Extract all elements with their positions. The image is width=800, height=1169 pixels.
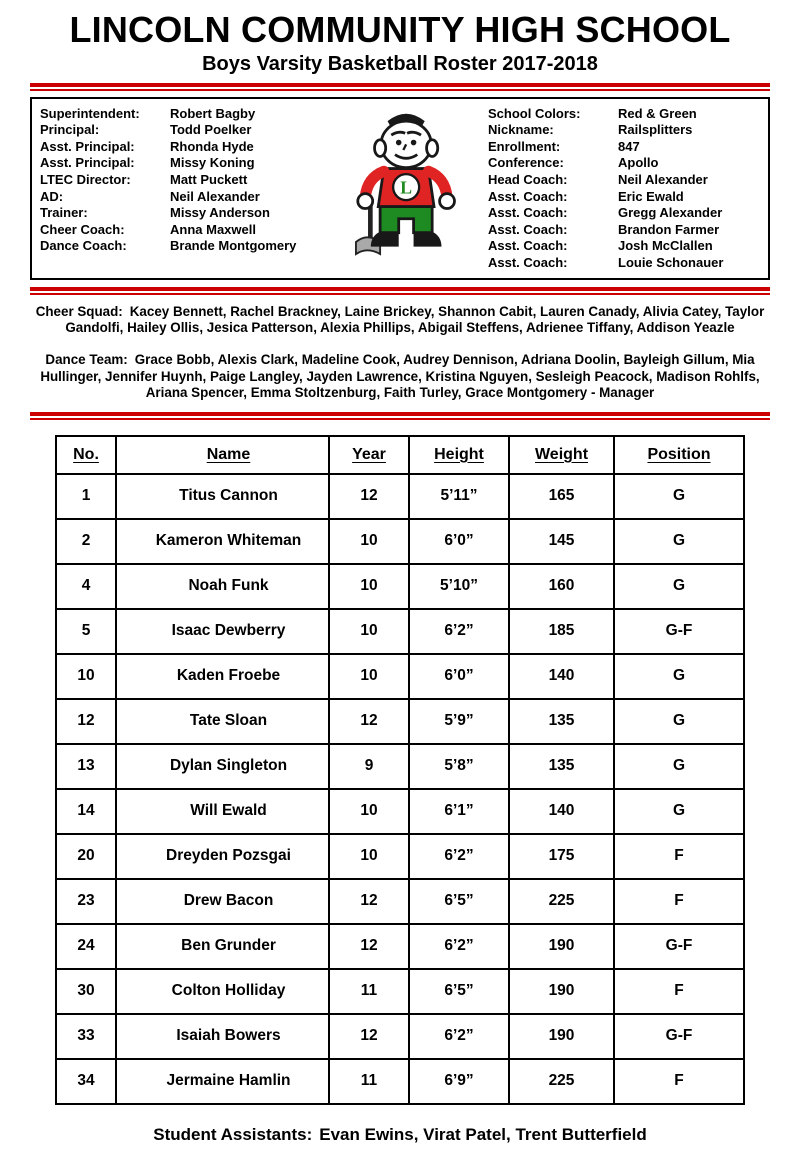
cell-number: 5: [56, 609, 116, 654]
cell-year: 10: [329, 834, 409, 879]
table-row: [56, 654, 744, 699]
table-row: [56, 1014, 744, 1059]
staff-value: Neil Alexander: [170, 188, 260, 204]
table-row: [56, 924, 744, 969]
staff-label: LTEC Director:: [40, 171, 131, 187]
table-row: [56, 519, 744, 564]
school-value: 847: [618, 138, 640, 154]
cell-weight: 140: [509, 789, 614, 834]
cell-year: 11: [329, 969, 409, 1014]
cell-name: Isaac Dewberry: [116, 609, 329, 654]
column-header-name: [116, 436, 329, 474]
cell-weight: 135: [509, 699, 614, 744]
school-label: Nickname:: [488, 122, 554, 138]
column-header-position: [614, 436, 744, 474]
cell-number: 12: [56, 699, 116, 744]
cell-name: Isaiah Bowers: [116, 1014, 329, 1059]
cell-height: 6’1”: [409, 789, 509, 834]
school-row: [488, 172, 760, 189]
cell-year: 10: [329, 519, 409, 564]
cell-number: 10: [56, 654, 116, 699]
cell-height: 6’5”: [409, 879, 509, 924]
cell-number: 1: [56, 474, 116, 519]
cell-position: F: [614, 879, 744, 924]
staff-label: Trainer:: [40, 205, 88, 221]
cell-weight: 190: [509, 924, 614, 969]
cell-year: 11: [329, 1059, 409, 1104]
column-header-year: [329, 436, 409, 474]
staff-value: Anna Maxwell: [170, 221, 256, 237]
cell-height: 6’2”: [409, 834, 509, 879]
cell-position: G-F: [614, 1014, 744, 1059]
cell-height: 6’0”: [409, 654, 509, 699]
cell-name: Kaden Froebe: [116, 654, 329, 699]
mascot-shirt-letter: L: [400, 177, 413, 198]
cell-number: 20: [56, 834, 116, 879]
cell-year: 12: [329, 474, 409, 519]
cell-weight: 225: [509, 1059, 614, 1104]
cell-number: 13: [56, 744, 116, 789]
cell-weight: 225: [509, 879, 614, 924]
staff-value: Robert Bagby: [170, 105, 256, 121]
school-value: Brandon Farmer: [618, 221, 720, 237]
cheer-squad-paragraph: [18, 304, 782, 337]
staff-label: Superintendent:: [40, 105, 140, 121]
staff-value: Todd Poelker: [170, 122, 252, 138]
school-row: [488, 189, 760, 206]
staff-label: AD:: [40, 188, 64, 204]
table-row: [56, 474, 744, 519]
cell-number: 33: [56, 1014, 116, 1059]
column-header-text: Weight: [534, 445, 589, 463]
table-body: [56, 474, 744, 1104]
cell-name: Colton Holliday: [116, 969, 329, 1014]
school-row: [488, 106, 760, 123]
column-header-text: Name: [206, 445, 251, 463]
cell-position: F: [614, 834, 744, 879]
cell-number: 4: [56, 564, 116, 609]
school-value: Louie Schonauer: [618, 254, 724, 270]
staff-row: [40, 139, 328, 156]
cell-weight: 190: [509, 1014, 614, 1059]
cell-year: 10: [329, 654, 409, 699]
dance-team-names: Grace Bobb, Alexis Clark, Madeline Cook, Audrey Dennison, Adriana Doolin, Bayleigh Gillum, Mia Hullinger, Jennifer Huynh, Paige Langley, Jayden Lawrence, Kristina Nguyen, Sesleigh Peacock, Madison Rohlfs, Ariana Spencer, Emma Stoltzenburg, Faith Turley, Grace Montgomery - Manager: [40, 352, 760, 401]
table-row: [56, 609, 744, 654]
school-value: Railsplitters: [618, 122, 693, 138]
staff-row: [40, 155, 328, 172]
staff-value: Missy Koning: [170, 155, 255, 171]
table-row: [56, 564, 744, 609]
school-label: Head Coach:: [488, 171, 568, 187]
staff-column: [40, 106, 328, 272]
staff-row: [40, 222, 328, 239]
cell-weight: 175: [509, 834, 614, 879]
school-value: Neil Alexander: [618, 171, 708, 187]
mascot-shirt: [358, 168, 455, 208]
cheer-squad-names: Kacey Bennett, Rachel Brackney, Laine Brickey, Shannon Cabit, Lauren Canady, Alivia Catey, Taylor Gandolfi, Hailey Ollis, Jesica Patterson, Alexia Phillips, Abigail Steffens, Adrienee Tiffany, Addison Yeazle: [65, 303, 765, 335]
cell-name: Jermaine Hamlin: [116, 1059, 329, 1104]
cell-name: Drew Bacon: [116, 879, 329, 924]
cell-height: 5’11”: [409, 474, 509, 519]
school-value: Red & Green: [618, 105, 697, 121]
school-row: [488, 205, 760, 222]
cell-weight: 160: [509, 564, 614, 609]
cell-position: G: [614, 519, 744, 564]
column-header-height: [409, 436, 509, 474]
cell-number: 30: [56, 969, 116, 1014]
info-box: [30, 97, 770, 280]
page-title: LINCOLN COMMUNITY HIGH SCHOOL: [69, 9, 731, 50]
staff-row: [40, 238, 328, 255]
cell-position: F: [614, 1059, 744, 1104]
school-row: [488, 255, 760, 272]
cell-position: G: [614, 699, 744, 744]
cell-year: 12: [329, 699, 409, 744]
cell-position: G: [614, 564, 744, 609]
cell-height: 5’10”: [409, 564, 509, 609]
school-label: Asst. Coach:: [488, 221, 568, 237]
cell-height: 6’2”: [409, 1014, 509, 1059]
school-label: Asst. Coach:: [488, 205, 568, 221]
table-header-row: [56, 436, 744, 474]
column-header-text: Year: [352, 445, 386, 463]
cell-height: 6’5”: [409, 969, 509, 1014]
school-label: Asst. Coach:: [488, 254, 568, 270]
cell-year: 9: [329, 744, 409, 789]
school-value: Eric Ewald: [618, 188, 684, 204]
student-assistants: [30, 1125, 770, 1145]
table-row: [56, 744, 744, 789]
cell-number: 34: [56, 1059, 116, 1104]
student-assistants-names: Evan Ewins, Virat Patel, Trent Butterfield: [319, 1124, 647, 1144]
double-red-divider: [30, 287, 770, 295]
cell-position: G: [614, 744, 744, 789]
cell-position: G-F: [614, 924, 744, 969]
cell-year: 10: [329, 564, 409, 609]
cell-position: G: [614, 474, 744, 519]
staff-value: Rhonda Hyde: [170, 138, 254, 154]
staff-label: Asst. Principal:: [40, 155, 135, 171]
cell-year: 12: [329, 1014, 409, 1059]
cell-weight: 165: [509, 474, 614, 519]
school-row: [488, 122, 760, 139]
cell-height: 5’9”: [409, 699, 509, 744]
cell-weight: 135: [509, 744, 614, 789]
dance-team-paragraph: [18, 352, 782, 401]
cell-number: 23: [56, 879, 116, 924]
school-value: Apollo: [618, 155, 659, 171]
school-row: [488, 238, 760, 255]
mascot-pants: [371, 206, 442, 246]
cell-weight: 140: [509, 654, 614, 699]
cell-name: Tate Sloan: [116, 699, 329, 744]
cell-height: 6’9”: [409, 1059, 509, 1104]
cell-year: 10: [329, 789, 409, 834]
cell-height: 6’2”: [409, 924, 509, 969]
cell-number: 14: [56, 789, 116, 834]
cell-year: 12: [329, 924, 409, 969]
cell-year: 12: [329, 879, 409, 924]
cell-position: G: [614, 654, 744, 699]
cheer-squad-label: Cheer Squad:: [35, 303, 123, 319]
cell-height: 5’8”: [409, 744, 509, 789]
cell-weight: 185: [509, 609, 614, 654]
staff-row: [40, 122, 328, 139]
double-red-divider: [30, 83, 770, 91]
table-row: [56, 969, 744, 1014]
railsplitter-mascot-image: [333, 110, 483, 268]
table-row: [56, 1059, 744, 1104]
school-value: Josh McClallen: [618, 238, 713, 254]
cell-weight: 145: [509, 519, 614, 564]
cell-name: Titus Cannon: [116, 474, 329, 519]
school-row: [488, 139, 760, 156]
double-red-divider: [30, 412, 770, 420]
school-row: [488, 222, 760, 239]
school-label: Asst. Coach:: [488, 238, 568, 254]
cell-position: G-F: [614, 609, 744, 654]
table-row: [56, 699, 744, 744]
cell-name: Ben Grunder: [116, 924, 329, 969]
staff-value: Brande Montgomery: [170, 238, 297, 254]
staff-row: [40, 172, 328, 189]
cell-name: Dylan Singleton: [116, 744, 329, 789]
school-label: Enrollment:: [488, 138, 561, 154]
page-subtitle: Boys Varsity Basketball Roster 2017-2018: [202, 52, 598, 75]
cell-position: G: [614, 789, 744, 834]
mascot-face: [375, 121, 438, 167]
staff-label: Principal:: [40, 122, 100, 138]
column-header-text: No.: [73, 445, 99, 463]
cell-name: Will Ewald: [116, 789, 329, 834]
cell-name: Kameron Whiteman: [116, 519, 329, 564]
column-header-number: [56, 436, 116, 474]
cell-name: Noah Funk: [116, 564, 329, 609]
cell-number: 24: [56, 924, 116, 969]
cell-name: Dreyden Pozsgai: [116, 834, 329, 879]
cell-weight: 190: [509, 969, 614, 1014]
staff-value: Matt Puckett: [170, 171, 248, 187]
school-label: Asst. Coach:: [488, 188, 568, 204]
cell-height: 6’0”: [409, 519, 509, 564]
staff-label: Cheer Coach:: [40, 221, 125, 237]
school-row: [488, 155, 760, 172]
cell-number: 2: [56, 519, 116, 564]
staff-label: Dance Coach:: [40, 238, 127, 254]
cell-year: 10: [329, 609, 409, 654]
column-header-text: Height: [434, 445, 484, 463]
staff-row: [40, 205, 328, 222]
roster-table: [55, 435, 745, 1105]
column-header-weight: [509, 436, 614, 474]
table-row: [56, 789, 744, 834]
cell-height: 6’2”: [409, 609, 509, 654]
table-row: [56, 879, 744, 924]
staff-row: [40, 189, 328, 206]
table-row: [56, 834, 744, 879]
staff-row: [40, 106, 328, 123]
school-column: [488, 106, 760, 272]
dance-team-label: Dance Team:: [45, 352, 128, 368]
column-header-text: Position: [647, 445, 711, 463]
cell-position: F: [614, 969, 744, 1014]
school-value: Gregg Alexander: [618, 205, 723, 221]
mascot-container: [328, 106, 488, 272]
school-label: Conference:: [488, 155, 564, 171]
student-assistants-label: Student Assistants:: [153, 1124, 313, 1144]
staff-label: Asst. Principal:: [40, 138, 135, 154]
staff-value: Missy Anderson: [170, 205, 270, 221]
school-label: School Colors:: [488, 105, 581, 121]
